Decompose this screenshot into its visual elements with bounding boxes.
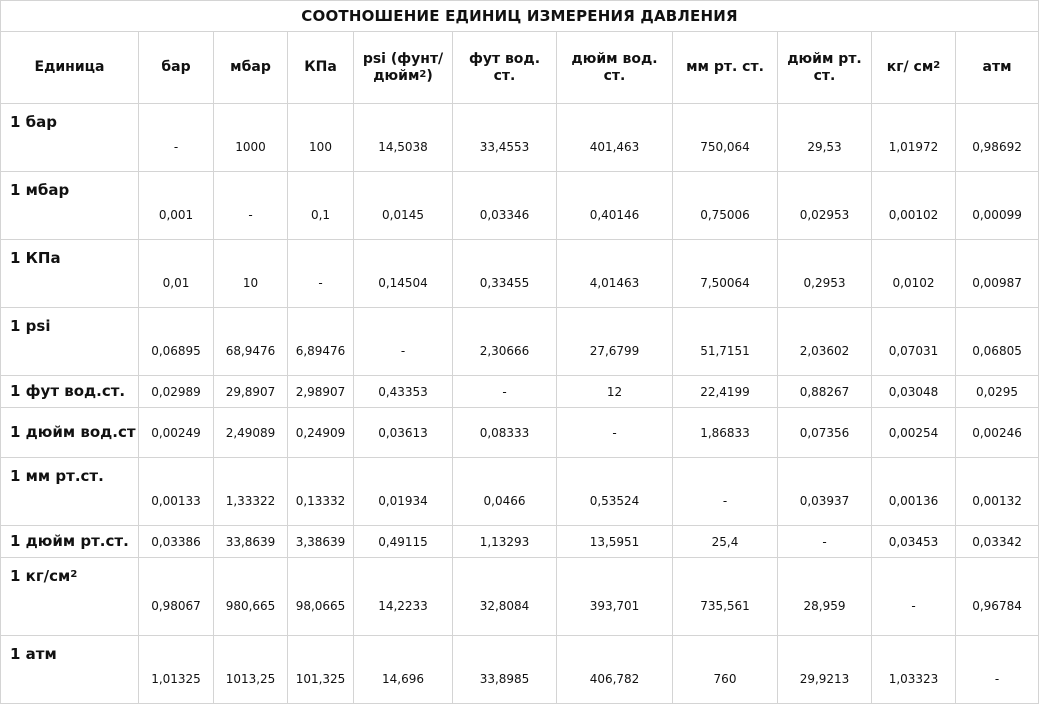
table-cell: 14,5038 [354,104,453,172]
table-cell: 33,8639 [214,526,288,558]
table-cell: 1,03323 [872,636,956,704]
table-cell: 0,40146 [557,172,673,240]
table-cell: 0,00136 [872,458,956,526]
table-cell: - [139,104,214,172]
row-label: 1 бар [1,104,139,172]
table-cell: 0,1 [288,172,354,240]
table-cell: 33,8985 [453,636,557,704]
table-cell: 12 [557,376,673,408]
table-cell: 0,49115 [354,526,453,558]
table-row [1,240,1039,308]
table-cell: 0,96784 [956,558,1039,636]
header-ft-water: фут вод. ст. [453,32,557,104]
table-cell: 0,43353 [354,376,453,408]
table-cell: 0,00132 [956,458,1039,526]
table-cell: 0,33455 [453,240,557,308]
row-label: 1 мм рт.ст. [1,458,139,526]
table-cell: 32,8084 [453,558,557,636]
table-cell: 29,53 [778,104,872,172]
header-bar: бар [139,32,214,104]
table-cell: - [872,558,956,636]
table-cell: 1,33322 [214,458,288,526]
header-atm: атм [956,32,1039,104]
header-unit: Единица [1,32,139,104]
table-cell: 750,064 [673,104,778,172]
table-cell: 51,7151 [673,308,778,376]
header-kgf-cm2: кг/ $см^2$ [872,32,956,104]
table-cell: 0,00254 [872,408,956,458]
table-cell: 0,0295 [956,376,1039,408]
table-cell: 0,03613 [354,408,453,458]
table-cell: 28,959 [778,558,872,636]
table-cell: 0,14504 [354,240,453,308]
row-label: 1 psi [1,308,139,376]
table-cell: - [956,636,1039,704]
row-label: 1 фут вод.ст. [1,376,139,408]
table-cell: 1,13293 [453,526,557,558]
table-row [1,558,1039,636]
table-row [1,308,1039,376]
table-cell: 22,4199 [673,376,778,408]
row-label: 1 дюйм вод.ст [1,408,139,458]
table-cell: 2,30666 [453,308,557,376]
table-cell: 2,03602 [778,308,872,376]
table-cell: 0,13332 [288,458,354,526]
table-cell: 0,07031 [872,308,956,376]
table-row [1,526,1039,558]
table-cell: 100 [288,104,354,172]
table-cell: 0,06895 [139,308,214,376]
table-cell: 0,02989 [139,376,214,408]
table-cell: 0,06805 [956,308,1039,376]
table-cell: 735,561 [673,558,778,636]
table-cell: 0,03342 [956,526,1039,558]
table-cell: 0,53524 [557,458,673,526]
table-cell: - [673,458,778,526]
header-row [1,32,1039,104]
table-cell: 14,2233 [354,558,453,636]
table-cell: 0,03346 [453,172,557,240]
table-cell: - [288,240,354,308]
table-cell: - [354,308,453,376]
table-cell: 0,2953 [778,240,872,308]
table-cell: 0,0145 [354,172,453,240]
header-mbar: мбар [214,32,288,104]
table-title: СООТНОШЕНИЕ ЕДИНИЦ ИЗМЕРЕНИЯ ДАВЛЕНИЯ [1,1,1039,32]
table-cell: 0,98692 [956,104,1039,172]
table-cell: 0,0466 [453,458,557,526]
table-cell: 0,00246 [956,408,1039,458]
header-in-water: дюйм вод. ст. [557,32,673,104]
table-cell: 29,8907 [214,376,288,408]
table-cell: 393,701 [557,558,673,636]
table-row [1,104,1039,172]
table-cell: 101,325 [288,636,354,704]
header-in-hg: дюйм рт. ст. [778,32,872,104]
table-cell: 0,01934 [354,458,453,526]
table-cell: 25,4 [673,526,778,558]
table-cell: 13,5951 [557,526,673,558]
table-cell: 33,4553 [453,104,557,172]
table-cell: 0,98067 [139,558,214,636]
table-cell: 980,665 [214,558,288,636]
row-label: 1 $кг/см^2$ [1,558,139,636]
table-cell: 0,0102 [872,240,956,308]
table-cell: 0,00249 [139,408,214,458]
table-cell: 1,01325 [139,636,214,704]
table-cell: 27,6799 [557,308,673,376]
table-cell: 0,00133 [139,458,214,526]
table-cell: 6,89476 [288,308,354,376]
table-row [1,408,1039,458]
row-label: 1 дюйм рт.ст. [1,526,139,558]
table-cell: 760 [673,636,778,704]
table-cell: 1,01972 [872,104,956,172]
table-cell: 0,88267 [778,376,872,408]
table-cell: 4,01463 [557,240,673,308]
table-cell: 2,49089 [214,408,288,458]
table-cell: 7,50064 [673,240,778,308]
table-cell: 0,02953 [778,172,872,240]
table-cell: 0,75006 [673,172,778,240]
table-row [1,172,1039,240]
row-label: 1 мбар [1,172,139,240]
table-cell: 1000 [214,104,288,172]
header-kpa: КПа [288,32,354,104]
table-cell: 0,00099 [956,172,1039,240]
table-cell: - [557,408,673,458]
table-row [1,458,1039,526]
table-cell: 0,00102 [872,172,956,240]
table-cell: - [214,172,288,240]
table-cell: - [778,526,872,558]
table-cell: 0,03386 [139,526,214,558]
table-cell: 401,463 [557,104,673,172]
table-cell: 0,03453 [872,526,956,558]
table-cell: 0,01 [139,240,214,308]
table-cell: 0,07356 [778,408,872,458]
table-cell: 98,0665 [288,558,354,636]
table-cell: - [453,376,557,408]
table-cell: 406,782 [557,636,673,704]
header-psi: psi (фунт/ дюйм$^2$) [354,32,453,104]
table-cell: 0,24909 [288,408,354,458]
table-row [1,376,1039,408]
table-cell: 14,696 [354,636,453,704]
table-cell: 1,86833 [673,408,778,458]
table-cell: 10 [214,240,288,308]
header-mm-hg: мм рт. ст. [673,32,778,104]
table-cell: 0,08333 [453,408,557,458]
table-cell: 0,001 [139,172,214,240]
table-cell: 2,98907 [288,376,354,408]
table-cell: 1013,25 [214,636,288,704]
table-cell: 0,03048 [872,376,956,408]
table-cell: 29,9213 [778,636,872,704]
row-label: 1 атм [1,636,139,704]
table-cell: 0,03937 [778,458,872,526]
table-cell: 68,9476 [214,308,288,376]
row-label: 1 КПа [1,240,139,308]
table-row [1,636,1039,704]
table-cell: 3,38639 [288,526,354,558]
table-cell: 0,00987 [956,240,1039,308]
